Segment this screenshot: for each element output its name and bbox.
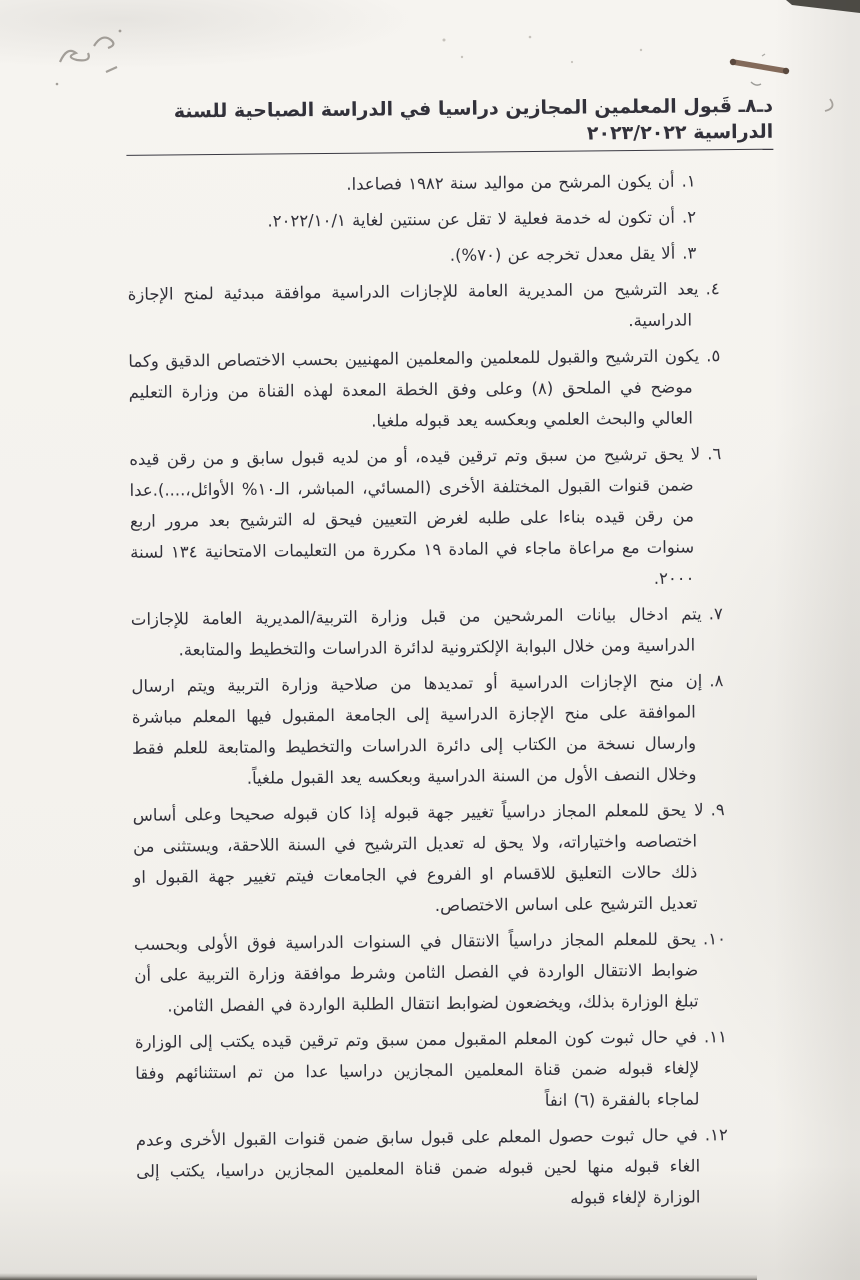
item-number: ٧. <box>708 604 723 624</box>
item-number: ١. <box>681 171 696 191</box>
list-item-2 <box>127 201 696 237</box>
paper-specks <box>443 36 643 63</box>
item-text: يتم ادخال بيانات المرشحين من قبل وزارة التربية/المديرية العامة للإجازات الدراسية ومن خلال البوابة الإلكترونية لدائرة الدراسات والتخطيط والمتابعة. <box>130 604 702 660</box>
page-corner-shadow <box>786 0 860 13</box>
item-number: ١٢. <box>704 1125 728 1145</box>
item-text: يعد الترشيح من المديرية العامة للإجازات الدراسية موافقة مبدئية لمنح الإجازة الدراسية. <box>127 279 699 331</box>
list-item-4 <box>128 273 721 341</box>
title-row <box>126 93 774 156</box>
list-item-11 <box>135 1021 728 1120</box>
page-bottom-edge <box>0 1273 757 1280</box>
item-number: ١٠. <box>702 929 727 949</box>
list-item-3 <box>127 237 696 273</box>
pencil-scribble <box>56 30 122 86</box>
document-content <box>0 92 860 1224</box>
list-item-6 <box>129 438 722 599</box>
item-number: ٨. <box>709 671 724 691</box>
item-text: يكون الترشيح والقبول للمعلمين والمعلمين المهنيين بحسب الاختصاص الدقيق وكما موضح في الملحق (٨) وعلى وفق الخطة المعدة لهذه القناة من وزارة التعليم العالي والبحث العلمي وبعكسه يعد قبوله ملغيا. <box>128 346 700 431</box>
item-number: ٥. <box>706 346 721 366</box>
list-item-9 <box>133 794 726 924</box>
staple-mark <box>730 54 789 85</box>
item-text: في حال ثبوت كون المعلم المقبول ممن سبق وتم ترقين قيده يكتب إلى الوزارة لإلغاء قبوله ضمن قناة المعلمين المجازين دراسيا عدا من تم استثنائهم وفقا لماجاء بالفقرة (٦) انفاً <box>134 1027 700 1110</box>
item-text: لا يحق للمعلم المجاز دراسياً تغيير جهة قبوله إذا كان قبوله صحيحا وعلى أساس اختصاصه واختياراته، ولا يحق له تعديل الترشيح في السنة اللاحقة، ويستثنى من ذلك حالات التعليق للاقسام او الفروع في الجامعات فيتم تغيير جهة القبول او تعديل الترشيح على اساس الاختصاص. <box>132 800 704 915</box>
list-item-5 <box>128 340 721 439</box>
item-text: في حال ثبوت حصول المعلم على قبول سابق ضمن قنوات القبول الأخرى وعدم الغاء قبوله منها لحين قبوله ضمن قناة المعلمين المجازين دراسيا، يكتب إلى الوزارة لإلغاء قبوله <box>135 1125 701 1208</box>
item-text: لا يحق ترشيح من سبق وتم ترقين قيده، أو من لديه قبول سابق و من رقن قيده ضمن قنوات القبول المختلفة الأخرى (المسائي، المباشر، الـ١٠% الأوائل،....).عدا من رقن قيده بناءا على طلبه لغرض التعيين فيحق له الترشيح بعد مرور اربع سنوات مع مراعاة ماجاء في المادة ١٩ مكررة من التعليمات الامتحانية ١٣٤ لسنة ٢٠٠٠. <box>129 444 701 588</box>
item-number: ١١. <box>703 1027 727 1047</box>
document-title: دـ٨ـ قَبول المعلمين المجازين دراسيا في الدراسة الصباحية للسنة الدراسية ٢٠٢٣/٢٠٢٢ <box>126 93 774 156</box>
item-text: أن تكون له خدمة فعلية لا تقل عن سنتين لغاية ٢٠٢٢/١٠/١. <box>267 207 675 231</box>
list-item-8 <box>131 665 724 795</box>
item-number: ٩. <box>710 800 725 820</box>
item-number: ٦. <box>707 444 722 464</box>
item-number: ٢. <box>681 207 697 227</box>
item-text: ألا يقل معدل تخرجه عن (٧٠%). <box>449 243 676 265</box>
item-text: إن منح الإجازات الدراسية أو تمديدها من صلاحية وزارة التربية ويتم ارسال الموافقة على منح الإجازة الدراسية إلى الجامعة المقبول فيها المعلم مباشرة وارسال نسخة من الكتاب إلى دائرة الدراسات والتخطيط والمتابعة للعلم فقط وخلال النصف الأول من السنة الدراسية وبعكسه يعد القبول ملغياً. <box>131 671 703 788</box>
list-item-12 <box>136 1119 729 1218</box>
list-item-7 <box>131 598 724 666</box>
item-number: ٣. <box>682 243 697 263</box>
list-item-10 <box>134 923 727 1022</box>
item-text: يحق للمعلم المجاز دراسياً الانتقال في السنوات الدراسية فوق الأولى وبحسب ضوابط الانتقال الواردة في الفصل الثامن وشرط موافقة وزارة التربية على أن تبلغ الوزارة بذلك، ويخضعون لضوابط انتقال الطلبة الواردة في الفصل الثامن. <box>133 929 699 1016</box>
item-number: ٤. <box>705 279 720 299</box>
item-text: أن يكون المرشح من مواليد سنة ١٩٨٢ فصاعدا. <box>346 171 675 194</box>
list-item-1 <box>127 165 696 201</box>
